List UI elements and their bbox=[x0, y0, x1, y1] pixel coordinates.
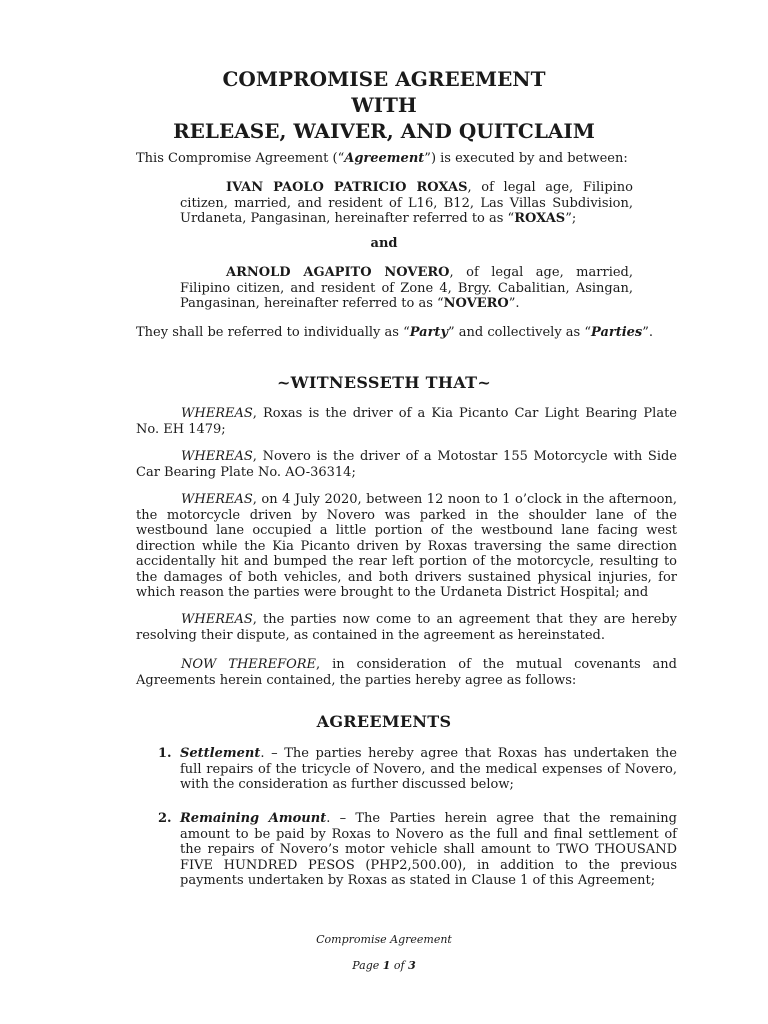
referred-pre: They shall be referred to individually as “ bbox=[136, 325, 410, 340]
referred-mid: ” and collectively as “ bbox=[448, 325, 592, 340]
now-therefore-text: , in consideration of the mutual covenants and Agreements herein contained, the parties hereby agree as follows: bbox=[136, 657, 677, 688]
whereas-text: , the parties now come to an agreement that they are hereby resolving their dispute, as contained in the agreement as hereinstated. bbox=[136, 612, 677, 643]
party2-name: ARNOLD AGAPITO NOVERO bbox=[226, 265, 450, 280]
title-line-2: WITH bbox=[351, 93, 417, 117]
whereas-lead: WHEREAS bbox=[181, 492, 253, 507]
intro-paragraph bbox=[136, 151, 677, 167]
item-number: 1. bbox=[158, 746, 172, 761]
page-current: 1 bbox=[382, 959, 391, 972]
intro-pre: This Compromise Agreement (“ bbox=[136, 151, 345, 166]
whereas-paragraph-2 bbox=[136, 449, 677, 480]
referred-paragraph bbox=[136, 325, 677, 341]
party1-name: IVAN PAOLO PATRICIO ROXAS bbox=[226, 180, 468, 195]
document-title bbox=[0, 66, 768, 144]
whereas-text: , Novero is the driver of a Motostar 155 Motorcycle with Side Car Bearing Plate No. AO-36314; bbox=[136, 449, 677, 480]
agreements-heading: AGREEMENTS bbox=[316, 712, 452, 731]
now-therefore-paragraph bbox=[136, 657, 677, 688]
referred-term-party: Party bbox=[409, 325, 448, 340]
whereas-lead: WHEREAS bbox=[181, 449, 253, 464]
item-title: Settlement bbox=[180, 746, 261, 761]
item-title: Remaining Amount bbox=[180, 811, 327, 826]
party2-alias: NOVERO bbox=[443, 296, 509, 311]
party1-text: , of legal age, Filipino citizen, married, and resident of L16, B12, Las Villas Subdivision, Urdaneta, Pangasinan, hereinafter referred to as “ bbox=[180, 180, 633, 226]
page-of: of bbox=[390, 959, 409, 972]
whereas-lead: WHEREAS bbox=[181, 612, 253, 627]
now-therefore-lead: NOW THEREFORE bbox=[181, 657, 317, 672]
page-total: 3 bbox=[408, 959, 416, 972]
footer-document-name: Compromise Agreement bbox=[316, 933, 452, 946]
intro-post: ”) is executed by and between: bbox=[424, 151, 628, 166]
witnesseth-heading: ~WITNESSETH THAT~ bbox=[276, 373, 492, 392]
and-label: and bbox=[370, 236, 398, 251]
footer-page-number bbox=[0, 959, 768, 972]
referred-end: ”. bbox=[642, 325, 654, 340]
item-number: 2. bbox=[158, 811, 172, 826]
party-novero-paragraph bbox=[180, 265, 633, 312]
item-text: . – The parties hereby agree that Roxas has undertaken the full repairs of the tricycle of Novero, and the medical expenses of Novero, with the consideration as further discussed below; bbox=[180, 746, 677, 792]
whereas-paragraph-3 bbox=[136, 492, 677, 601]
whereas-text: , Roxas is the driver of a Kia Picanto Car Light Bearing Plate No. EH 1479; bbox=[136, 406, 677, 437]
title-line-1: COMPROMISE AGREEMENT bbox=[222, 67, 546, 91]
party1-alias: ROXAS bbox=[514, 211, 566, 226]
party-roxas-paragraph bbox=[180, 180, 633, 227]
agreement-item-1 bbox=[158, 746, 677, 793]
intro-term: Agreement bbox=[344, 151, 425, 166]
party2-text: , of legal age, married, Filipino citizen, and resident of Zone 4, Brgy. Cabalitian, Asingan, Pangasinan, hereinafter referred to as “ bbox=[180, 265, 633, 311]
whereas-lead: WHEREAS bbox=[181, 406, 253, 421]
party1-end: ”; bbox=[565, 211, 577, 226]
whereas-text: , on 4 July 2020, between 12 noon to 1 o’clock in the afternoon, the motorcycle driven by Novero was parked in the shoulder lane of the westbound lane occupied a little portion of the westbound lane facing west direction while the Kia Picanto driven by Roxas traversing the same direction accidentally hit and bumped the rear left portion of the motorcycle, resulting to the damages of both vehicles, and both drivers sustained physical injuries, for which reason the parties were brought to the Urdaneta District Hospital; and bbox=[136, 492, 677, 600]
whereas-paragraph-4 bbox=[136, 612, 677, 643]
agreement-item-2 bbox=[158, 811, 677, 889]
whereas-paragraph-1 bbox=[136, 406, 677, 437]
referred-term-parties: Parties bbox=[591, 325, 643, 340]
item-text: . – The Parties herein agree that the remaining amount to be paid by Roxas to Novero as the full and final settlement of the repairs of Novero’s motor vehicle shall amount to TWO THOUSAND FIVE HUNDRED PESOS (PHP2,500.00), in addition to the previous payments undertaken by Roxas as stated in Clause 1 of this Agreement; bbox=[180, 811, 677, 888]
title-line-3: RELEASE, WAIVER, AND QUITCLAIM bbox=[173, 119, 595, 143]
party2-end: ”. bbox=[508, 296, 520, 311]
page-label: Page bbox=[352, 959, 383, 972]
